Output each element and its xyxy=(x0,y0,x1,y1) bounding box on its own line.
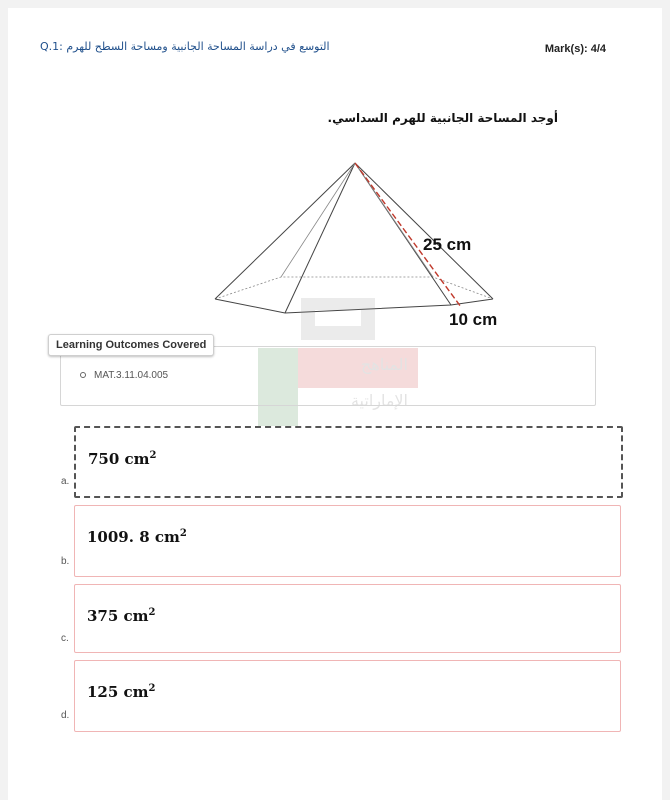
option-d-letter: d. xyxy=(61,710,70,721)
marks-label: Mark(s): 4/4 xyxy=(544,43,606,55)
option-a-letter: a. xyxy=(61,476,70,487)
svg-text:المناهج: المناهج xyxy=(360,355,408,374)
svg-text:الإماراتية: الإماراتية xyxy=(350,391,408,410)
option-a-value: 750 $cm^2$ xyxy=(88,450,157,468)
question-title: التوسع في دراسة المساحة الجانبية ومساحة السطح للهرم :Q.1 xyxy=(40,40,330,53)
question-page xyxy=(8,8,662,800)
base-edge-label: 10 cm xyxy=(449,310,498,329)
option-d-value: 125 $cm^2$ xyxy=(87,683,156,701)
option-b-value: 1009. 8 $cm^2$ xyxy=(87,528,187,546)
learning-outcome-item: MAT.3.11.04.005 xyxy=(80,370,168,381)
option-a[interactable] xyxy=(74,426,623,498)
slant-height-label: 25 cm xyxy=(423,235,472,254)
option-c[interactable] xyxy=(74,584,621,653)
option-b[interactable] xyxy=(74,505,621,577)
option-d[interactable] xyxy=(74,660,621,732)
question-prompt: أوجد المساحة الجانبية للهرم السداسي. xyxy=(327,111,558,125)
option-c-letter: c. xyxy=(61,633,69,644)
option-b-letter: b. xyxy=(61,556,70,567)
option-c-value: 375 $cm^2$ xyxy=(87,607,156,625)
learning-outcomes-tab[interactable]: Learning Outcomes Covered xyxy=(48,334,214,356)
bullet-icon xyxy=(80,372,86,378)
